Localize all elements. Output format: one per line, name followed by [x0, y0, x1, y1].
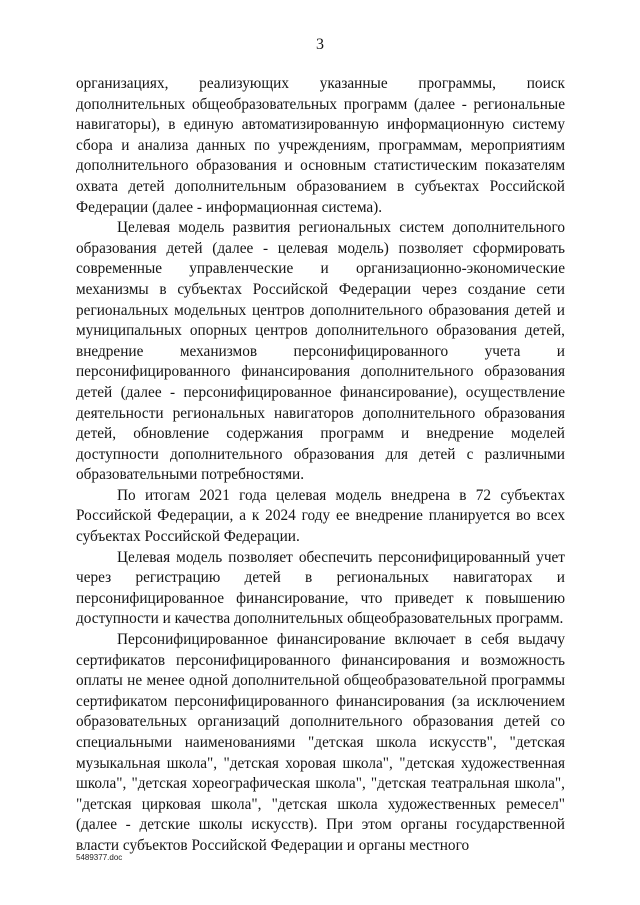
- paragraph-continuation: организациях, реализующих указанные программы, поиск дополнительных общеобразовательных программ (далее - региональные навигаторы), в единую автоматизированную информационную систему сбора и анализа данных по учреждениям, программам, мероприятиям дополнительного образования и основным статистическим показателям охвата детей дополнительным образованием в субъектах Российской Федерации (далее - информационная система).: [76, 75, 565, 216]
- document-body: [76, 74, 565, 857]
- paragraph-personalized-accounting: Целевая модель позволяет обеспечить персонифицированный учет через регистрацию детей в региональных навигаторах и персонифицированное финансирование, что приведет к повышению доступности и качества дополнительных общеобразовательных программ.: [76, 548, 565, 628]
- paragraph-results-2021: По итогам 2021 года целевая модель внедрена в 72 субъектах Российской Федерации, а к 2024 году ее внедрение планируется во всех субъектах Российской Федерации.: [76, 486, 565, 546]
- page-number: 3: [316, 36, 324, 53]
- paragraph-target-model: Целевая модель развития региональных систем дополнительного образования детей (далее - целевая модель) позволяет сформировать современные управленческие и организационно-экономические механизмы в субъектах Российской Федерации через создание сети региональных модельных центров дополнительного образования детей и муниципальных опорных центров дополнительного образования детей, внедрение механизмов персонифицированного учета и персонифицированного финансирования дополнительного образования детей (далее - персонифицированное финансирование), осуществление деятельности региональных навигаторов дополнительного образования детей, обновление содержания программ и внедрение моделей доступности дополнительного образования для детей с различными образовательными потребностями.: [76, 219, 565, 484]
- paragraph-personalized-financing: Персонифицированное финансирование включает в себя выдачу сертификатов персонифицированного финансирования и возможность оплаты не менее одной дополнительной общеобразовательной программы сертификатом персонифицированного финансирования (за исключением образовательных организаций дополнительного образования детей со специальными наименованиями "детская школа искусств", "детская музыкальная школа", "детская хоровая школа", "детская художественная школа", "детская хореографическая школа", "детская театральная школа", "детская цирковая школа", "детская школа художественных ремесел" (далее - детские школы искусств). При этом органы государственной власти субъектов Российской Федерации и органы местного: [76, 631, 565, 854]
- document-file-code: 5489377.doc: [76, 853, 123, 862]
